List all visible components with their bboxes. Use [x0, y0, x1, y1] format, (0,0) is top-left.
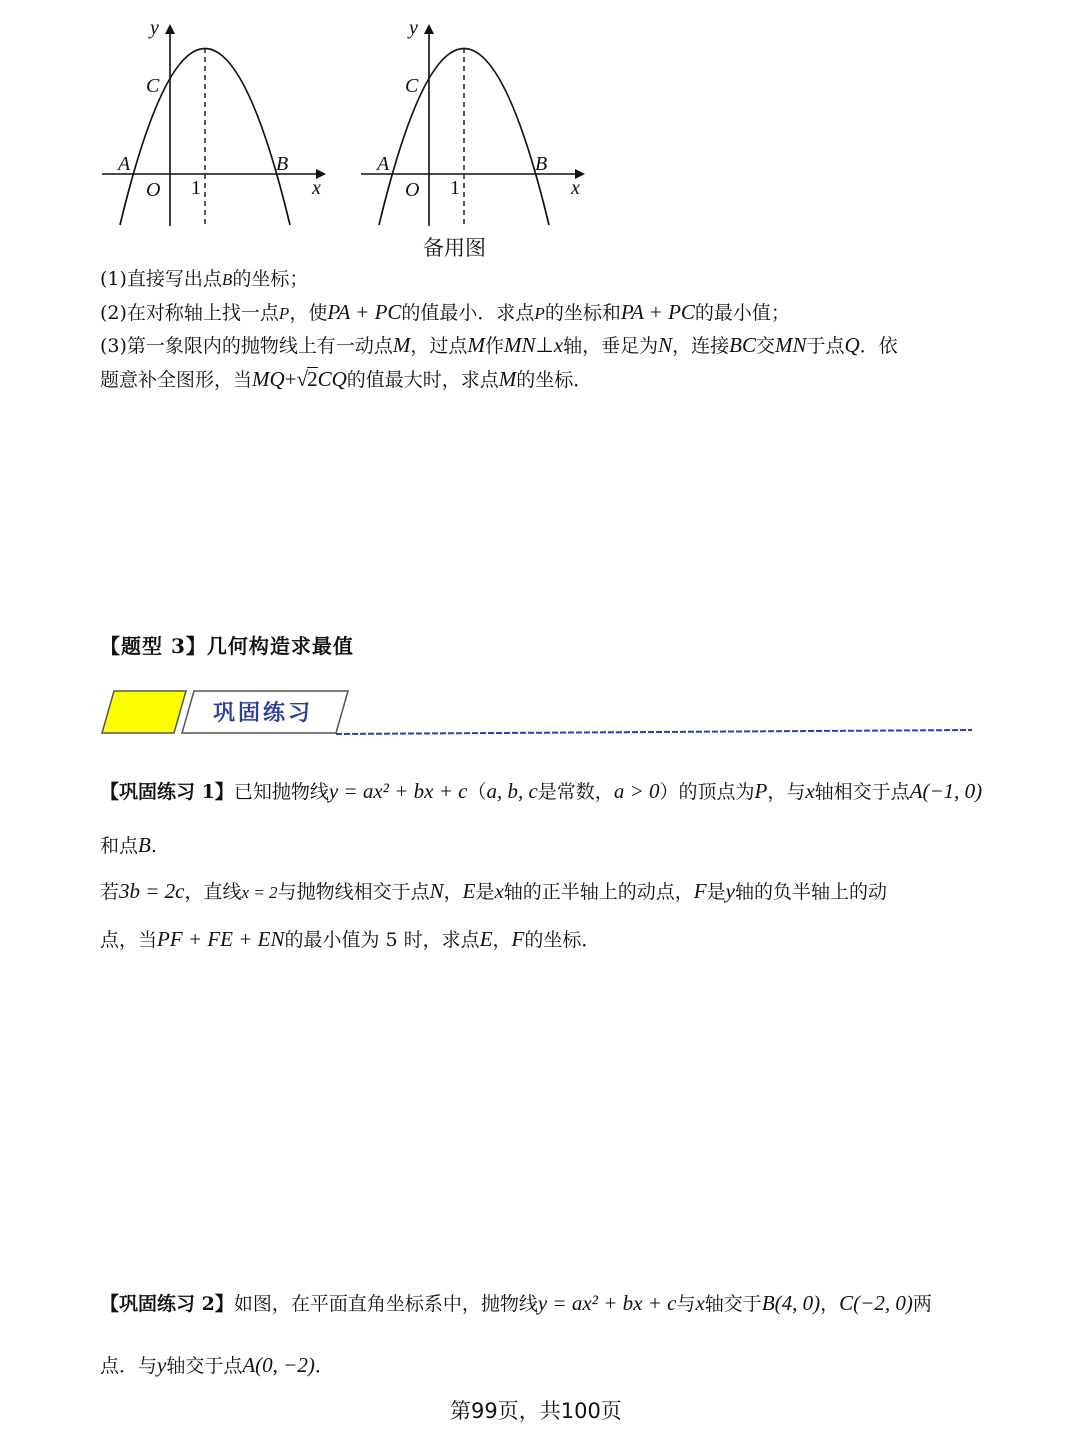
- banner-dashed-rule: [336, 730, 972, 734]
- label-o: O: [405, 179, 420, 201]
- label-o: O: [146, 179, 161, 201]
- exercise-2-line-1: 【巩固练习 2】如图，在平面直角坐标系中，抛物线y = ax² + bx + c与x轴交于B(4, 0)，C(−2, 0)两: [100, 1291, 932, 1315]
- exercise-1-line-2: 和点B.: [100, 833, 157, 857]
- figure-parabola-backup: [355, 14, 595, 234]
- label-one: 1: [191, 177, 201, 199]
- label-a: A: [118, 153, 131, 175]
- label-one: 1: [450, 177, 460, 199]
- exercise-2-line-2: 点．与y轴交于点A(0, −2)．: [100, 1353, 334, 1377]
- question-2: (2)在对称轴上找一点P，使PA + PC的值最小．求点P的坐标和PA + PC的最小值；: [100, 300, 790, 324]
- exercise-1-line-3: 若3b = 2c，直线x = 2与抛物线相交于点N，E是x轴的正半轴上的动点，F是y轴的负半轴上的动: [100, 879, 887, 903]
- exercise-1-line-4: 点，当PF + FE + EN的最小值为 5 时，求点E，F的坐标．: [100, 927, 601, 951]
- page-number: 第99页，共100页: [450, 1399, 622, 1423]
- question-1: (1)直接写出点B的坐标；: [100, 268, 309, 290]
- label-b: B: [535, 153, 548, 175]
- y-axis-arrow: [424, 24, 434, 34]
- label-x: x: [312, 177, 321, 199]
- label-y: y: [409, 17, 418, 39]
- label-a: A: [377, 153, 390, 175]
- question-3-line-2: 题意补全图形，当MQ+√2CQ的值最大时，求点M的坐标．: [100, 367, 593, 391]
- figure-caption: 备用图: [423, 236, 486, 260]
- label-c: C: [146, 75, 160, 97]
- exercise-1-line-1: 【巩固练习 1】已知抛物线y = ax² + bx + c（a, b, c是常数，a > 0）的顶点为P，与x轴相交于点A(−1, 0): [100, 779, 983, 803]
- banner-yellow-block: [102, 691, 186, 733]
- label-c: C: [405, 75, 419, 97]
- label-x: x: [571, 177, 580, 199]
- section-title: 【题型 3】几何构造求最值: [100, 634, 354, 658]
- figure-parabola-main: [96, 14, 336, 234]
- question-3-line-1: (3)第一象限内的抛物线上有一动点M，过点M作MN⊥x轴，垂足为N，连接BC交MN于点Q．依: [100, 333, 898, 357]
- banner-label: 巩固练习: [213, 700, 314, 726]
- label-b: B: [276, 153, 289, 175]
- label-y: y: [150, 17, 159, 39]
- y-axis-arrow: [165, 24, 175, 34]
